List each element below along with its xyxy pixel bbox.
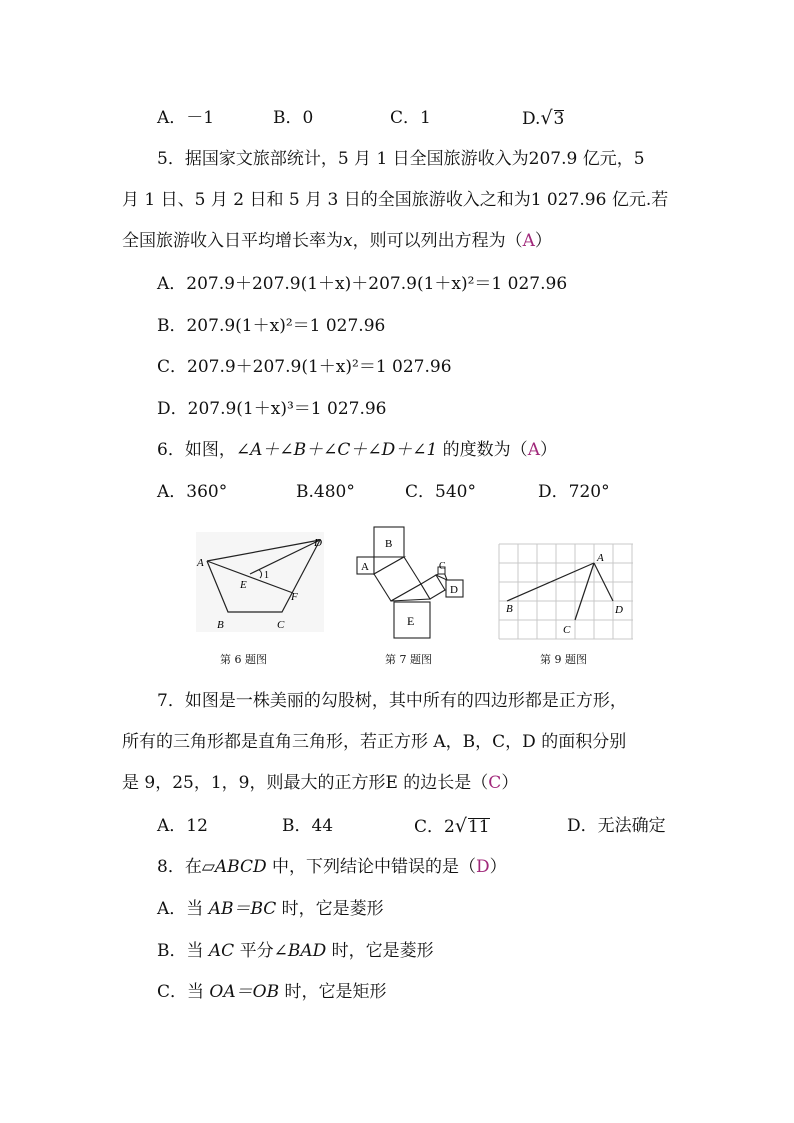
fig6-label-a: A	[197, 557, 204, 569]
q4-option-d-label: D.	[522, 109, 541, 129]
q7-line-2: 所有的三角形都是直角三角形，若正方形 A，B，C，D 的面积分别	[122, 732, 627, 752]
q8-option-c-prefix: C．当	[157, 982, 210, 1002]
q8-option-a-suffix: 时，它是菱形	[276, 899, 384, 919]
fig7-label-a: A	[361, 561, 369, 573]
fig9-label-b: B	[506, 603, 513, 615]
q6-expression: ∠A＋∠B＋∠C＋∠D＋∠1	[235, 440, 438, 460]
q8-option-b-prefix: B．当	[157, 941, 209, 961]
q5-option-a: A．207.9＋207.9(1＋x)＋207.9(1＋x)²＝1 027.96	[157, 274, 568, 294]
q5-option-c: C．207.9＋207.9(1＋x)²＝1 027.96	[157, 357, 452, 377]
fig6-label-1: 1	[264, 570, 269, 581]
q7-line-3	[122, 772, 518, 794]
figure-7	[350, 520, 475, 645]
q8-option-a-condition: AB＝BC	[208, 899, 277, 919]
q8-option-a	[157, 898, 384, 920]
q8-option-b-suffix: 时，它是菱形	[326, 941, 434, 961]
q8-stem-pre: 8．在▱	[157, 857, 215, 877]
sqrt-sign: √	[540, 107, 553, 129]
q8-option-a-prefix: A．当	[157, 899, 209, 919]
q8-option-b-mid: 平分∠	[234, 941, 288, 961]
q6-stem	[157, 439, 557, 461]
figure-7-caption: 第 7 题图	[385, 653, 432, 666]
fig7-label-b: B	[385, 538, 393, 550]
q7-option-b: B．44	[282, 816, 334, 836]
q7-close-paren: ）	[501, 773, 519, 793]
q6-answer: A	[527, 440, 540, 460]
q6-option-b: B.480°	[296, 482, 355, 502]
q8-parallelogram-name: ABCD	[214, 857, 267, 877]
q8-option-c	[157, 981, 386, 1003]
figure-6-caption: 第 6 题图	[220, 653, 267, 666]
q7-option-c	[414, 815, 490, 838]
fig9-label-d: D	[615, 604, 623, 616]
figure-9	[498, 543, 638, 643]
q4-option-d-radicand: 3	[553, 109, 565, 129]
fig9-label-a: A	[597, 552, 604, 564]
q8-option-c-suffix: 时，它是矩形	[279, 982, 387, 1002]
q5-line-2: 月 1 日、5 月 2 日和 5 月 3 日的全国旅游收入之和为1 027.96 亿元.若	[122, 190, 669, 210]
q6-option-c: C．540°	[405, 482, 476, 502]
q5-line-3-pre: 全国旅游收入日平均增长率为	[122, 231, 343, 251]
q7-line-3-pre: 是 9，25，1，9，则最大的正方形E 的边长是（	[122, 773, 489, 793]
q4-option-d	[522, 107, 564, 130]
q8-stem	[157, 856, 507, 878]
q7-option-c-radicand: 11	[467, 817, 490, 837]
q8-option-b-angle: BAD	[287, 941, 327, 961]
figure-9-caption: 第 9 题图	[540, 653, 587, 666]
q5-variable: x	[343, 231, 353, 251]
q7-option-a: A．12	[157, 816, 208, 836]
q6-stem-pre: 6．如图，	[157, 440, 236, 460]
q4-option-c: C．1	[390, 108, 431, 128]
q7-line-1: 7．如图是一株美丽的勾股树，其中所有的四边形都是正方形，	[157, 691, 627, 711]
fig6-label-b: B	[217, 619, 224, 631]
sqrt-sign: √	[454, 815, 467, 837]
q5-line-1: 5．据国家文旅部统计，5 月 1 日全国旅游收入为207.9 亿元，5	[157, 149, 645, 169]
q8-option-c-condition: OA＝OB	[209, 982, 280, 1002]
q5-option-b: B．207.9(1＋x)²＝1 027.96	[157, 316, 386, 336]
fig7-label-d: D	[450, 584, 458, 596]
fig6-label-f: F	[291, 591, 298, 603]
q6-option-d: D．720°	[538, 482, 610, 502]
q8-option-b-condition: AC	[208, 941, 235, 961]
q8-answer: D	[476, 857, 490, 877]
q6-option-a: A．360°	[157, 482, 228, 502]
q6-stem-post: 的度数为（	[437, 440, 528, 460]
fig6-label-d: D	[314, 537, 322, 549]
q7-answer: C	[488, 773, 502, 793]
q8-stem-post: 中，下列结论中错误的是（	[266, 857, 477, 877]
q5-line-3-post: ，则可以列出方程为（	[352, 231, 523, 251]
fig6-label-c: C	[277, 619, 285, 631]
q7-option-c-label: C．2	[414, 817, 455, 837]
q5-option-d: D．207.9(1＋x)³＝1 027.96	[157, 399, 387, 419]
q4-option-b: B．0	[273, 108, 314, 128]
fig7-label-c: C	[439, 561, 446, 572]
q5-answer: A	[522, 231, 535, 251]
q8-close-paren: ）	[489, 857, 507, 877]
fig6-label-e: E	[240, 579, 247, 591]
q7-option-d: D．无法确定	[567, 816, 666, 836]
q5-line-3	[122, 230, 552, 252]
fig7-label-e: E	[407, 614, 415, 628]
figure-6	[190, 528, 330, 638]
q4-option-a: A．－1	[157, 108, 215, 128]
q6-close-paren: ）	[539, 440, 557, 460]
q5-close-paren: ）	[534, 231, 552, 251]
q8-option-b	[157, 940, 434, 962]
fig9-label-c: C	[563, 624, 571, 636]
